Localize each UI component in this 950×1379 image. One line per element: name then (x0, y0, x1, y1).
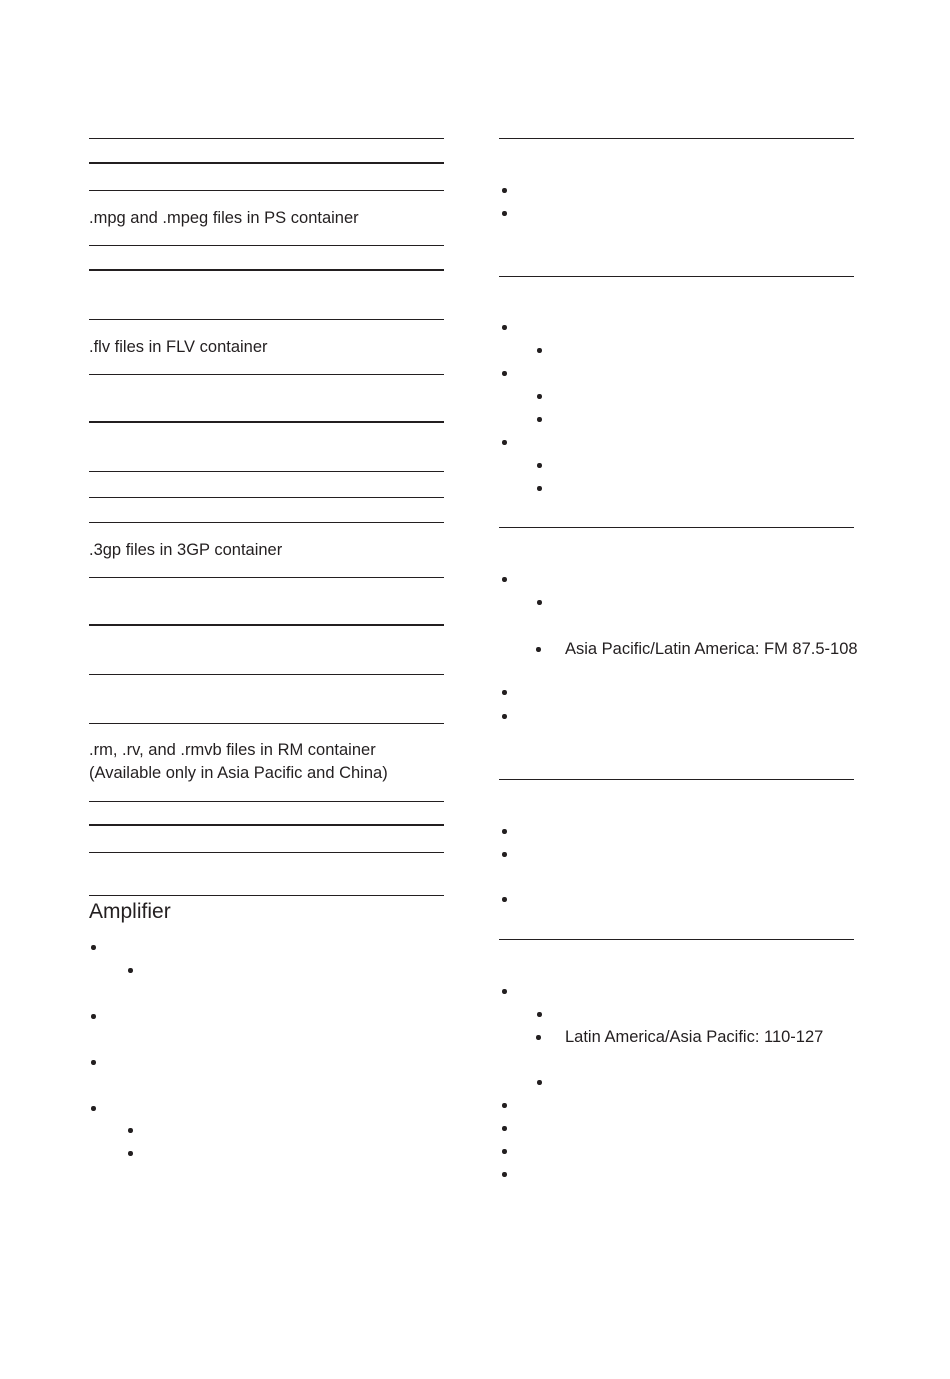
table-rule (89, 162, 444, 164)
format-label-mpg: .mpg and .mpeg files in PS container (89, 209, 359, 227)
table-rule (89, 245, 444, 246)
bullet-dot (91, 1014, 96, 1019)
sub-bullet-dot (537, 486, 542, 491)
table-rule (89, 624, 444, 626)
bullet-dot (91, 1106, 96, 1111)
bullet-dot (502, 211, 507, 216)
bullet-dot (502, 1172, 507, 1177)
amplifier-heading: Amplifier (89, 900, 171, 923)
table-rule (89, 319, 444, 320)
tuner-region-note: Asia Pacific/Latin America: FM 87.5-108 (565, 640, 858, 658)
format-label-rm: .rm, .rv, and .rmvb files in RM container (89, 741, 376, 759)
bullet-dot (502, 897, 507, 902)
table-rule (89, 824, 444, 826)
section-rule (499, 138, 854, 139)
table-rule (89, 138, 444, 139)
bullet-dot (502, 188, 507, 193)
table-rule (89, 723, 444, 724)
table-rule (89, 852, 444, 853)
table-rule (89, 471, 444, 472)
table-rule (89, 269, 444, 271)
bullet-dot (502, 1126, 507, 1131)
bullet-dot (502, 577, 507, 582)
table-rule (89, 522, 444, 523)
section-rule (499, 527, 854, 528)
sub-bullet-dot (128, 1128, 133, 1133)
format-label-3gp: .3gp files in 3GP container (89, 541, 283, 559)
bullet-dot (502, 1149, 507, 1154)
sub-bullet-dot (537, 463, 542, 468)
bullet-dot (502, 440, 507, 445)
format-label-flv: .flv files in FLV container (89, 338, 268, 356)
sub-bullet-dot (537, 1080, 542, 1085)
sub-bullet-dot (537, 600, 542, 605)
bullet-dot (502, 1103, 507, 1108)
section-rule (499, 779, 854, 780)
sub-bullet-dot (536, 1035, 541, 1040)
section-rule (89, 895, 444, 896)
bullet-dot (502, 371, 507, 376)
power-region-note: Latin America/Asia Pacific: 110-127 (565, 1028, 824, 1046)
table-rule (89, 421, 444, 423)
table-rule (89, 801, 444, 802)
bullet-dot (502, 852, 507, 857)
bullet-dot (502, 714, 507, 719)
table-rule (89, 577, 444, 578)
bullet-dot (502, 690, 507, 695)
table-rule (89, 374, 444, 375)
sub-bullet-dot (537, 1012, 542, 1017)
bullet-dot (91, 1060, 96, 1065)
sub-bullet-dot (537, 394, 542, 399)
format-label-rm-note: (Available only in Asia Pacific and China) (89, 764, 388, 782)
bullet-dot (502, 989, 507, 994)
section-rule (499, 939, 854, 940)
table-rule (89, 674, 444, 675)
bullet-dot (91, 945, 96, 950)
bullet-dot (502, 325, 507, 330)
table-rule (89, 190, 444, 191)
sub-bullet-dot (128, 1151, 133, 1156)
bullet-dot (502, 829, 507, 834)
sub-bullet-dot (537, 417, 542, 422)
sub-bullet-dot (536, 647, 541, 652)
sub-bullet-dot (537, 348, 542, 353)
table-rule (89, 497, 444, 498)
section-rule (499, 276, 854, 277)
sub-bullet-dot (128, 968, 133, 973)
